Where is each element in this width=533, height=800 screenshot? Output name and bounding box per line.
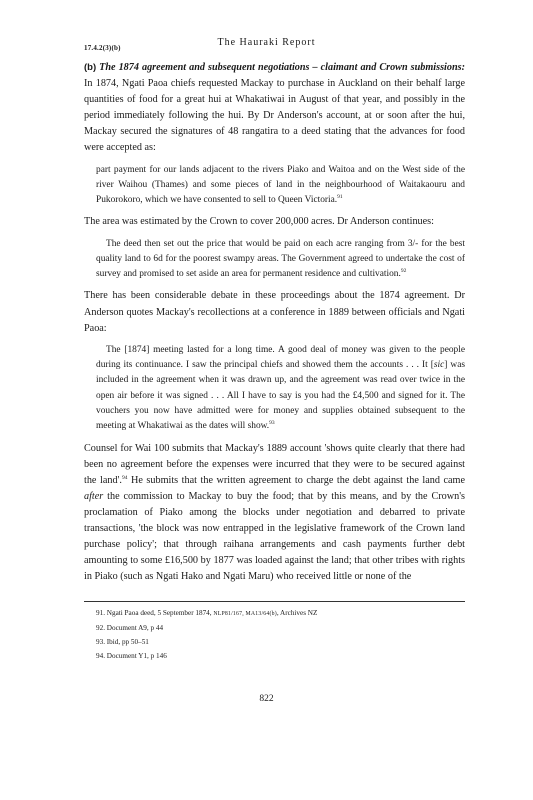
footnote-number: 94. [96,652,105,660]
footnote-text: , Archives NZ [276,609,318,617]
footnote-ref-94[interactable]: 94 [121,474,128,481]
block-quote-2-text: The deed then set out the price that would be paid on each acre ranging from 3/- for the best quality land to 6d for the poorest swampy areas. The Government agreed to undertake the cost of survey and promised to set aside an area for permanent residence and cultivation. [96,238,465,280]
footnote-93 [96,635,317,649]
running-title: The Hauraki Report [217,37,316,48]
section-number: 17.4.2(3)(b) [84,44,121,52]
page-number: 822 [259,694,274,704]
paragraph-4-text-c: the commission to Mackay to buy the food; that by this means, and by the Crown's proclamation of Piako among the blocks under negotiation and debarred to private transactions, 'the block was now entrapped in the legislative framework of the Crown land purchase policy'; that through raihana arrangements and cash payments further debt amounting to some £16,500 by 1877 was loaded against the land; that other tribes with rights in Piako (such as Ngati Hako and Ngati Maru) who received little or none of the [84,490,465,583]
paragraph-1-text: In 1874, Ngati Paoa chiefs requested Mackay to purchase in Auckland on their behalf large quantities of food for a great hui at Whakatiwai in August of that year, and possibly in the period immediately following the hui. By Dr Anderson's account, at or soon after the hui, Mackay secured the signatures of 48 rangatira to a deed stating that the advances for food were accepted as: [84,78,465,154]
footnote-ref-91[interactable]: 91 [337,194,343,201]
section-heading-text: The 1874 agreement and subsequent negotiations – claimant and Crown submissions: [99,62,465,73]
block-quote-1-text: part payment for our lands adjacent to the rivers Piako and Waitoa and on the West side of the river Waihou (Thames) and some pieces of land in the neighbourhood of Waitakaouru and Pukorokoro, which we have consented to sell to Queen Victoria. [96,164,465,206]
paragraph-4-text-a: Counsel for Wai 100 submits that Mackay's 1889 account 'shows quite clearly that there had been no agreement before the expenses were incurred that they were to be secured against the land'. [84,442,465,486]
footnotes [96,606,317,663]
footnote-number: 92. [96,624,105,632]
footnote-text: Document A9, p 44 [106,624,164,632]
footnote-number: 91. [96,609,105,617]
block-quote-3 [84,343,465,435]
paragraph-4-text-b: He submits that the written agreement to charge the debt against the land came [127,474,465,486]
paragraph-3: There has been considerable debate in these proceedings about the 1874 agreement. Dr Anderson quotes Mackay's recollections at a conference in 1889 between officials and Ngati Paoa: [84,290,465,334]
footnote-ref-92[interactable]: 92 [400,268,407,275]
body-text [84,60,465,591]
emphasis-after: after [84,490,104,502]
footnote-text: Document Y1, p 146 [106,652,167,660]
footnote-92 [96,621,317,635]
paragraph-1 [84,60,465,157]
footnote-number: 93. [96,638,105,646]
footnote-archive-code: NLP81/167, MA13/64(b) [213,611,277,617]
section-label: (b) [84,62,97,73]
block-quote-3-text-a: The [1874] meeting lasted for a long time. A good deal of money was given to the people during its continuance. I saw the principal chiefs and showed them the accounts . . . It [ [96,344,465,371]
footnote-94 [96,649,317,663]
block-quote-3-text-b: ] was included in the agreement when it was drawn up, and the agreement was read over twice in the open air before it was signed . . . All I have to say is you had the £4,500 and signed for it. The vouchers you now have admitted were for money and supplies obtained subsequent to the meeting at Whakatiwai as the dates will show. [96,360,465,432]
footnote-91 [96,606,317,621]
sic-mark: sic [433,360,445,371]
block-quote-2 [84,237,465,283]
section-heading [84,62,465,73]
paragraph-4 [84,441,465,586]
footnote-text: Ibid, pp 50–51 [106,638,149,646]
footnote-divider [84,601,465,602]
footnote-ref-93[interactable]: 93 [269,420,275,427]
footnote-text: Ngati Paoa deed, 5 September 1874, [106,609,214,617]
block-quote-1 [84,163,465,209]
paragraph-2: The area was estimated by the Crown to cover 200,000 acres. Dr Anderson continues: [84,216,434,228]
